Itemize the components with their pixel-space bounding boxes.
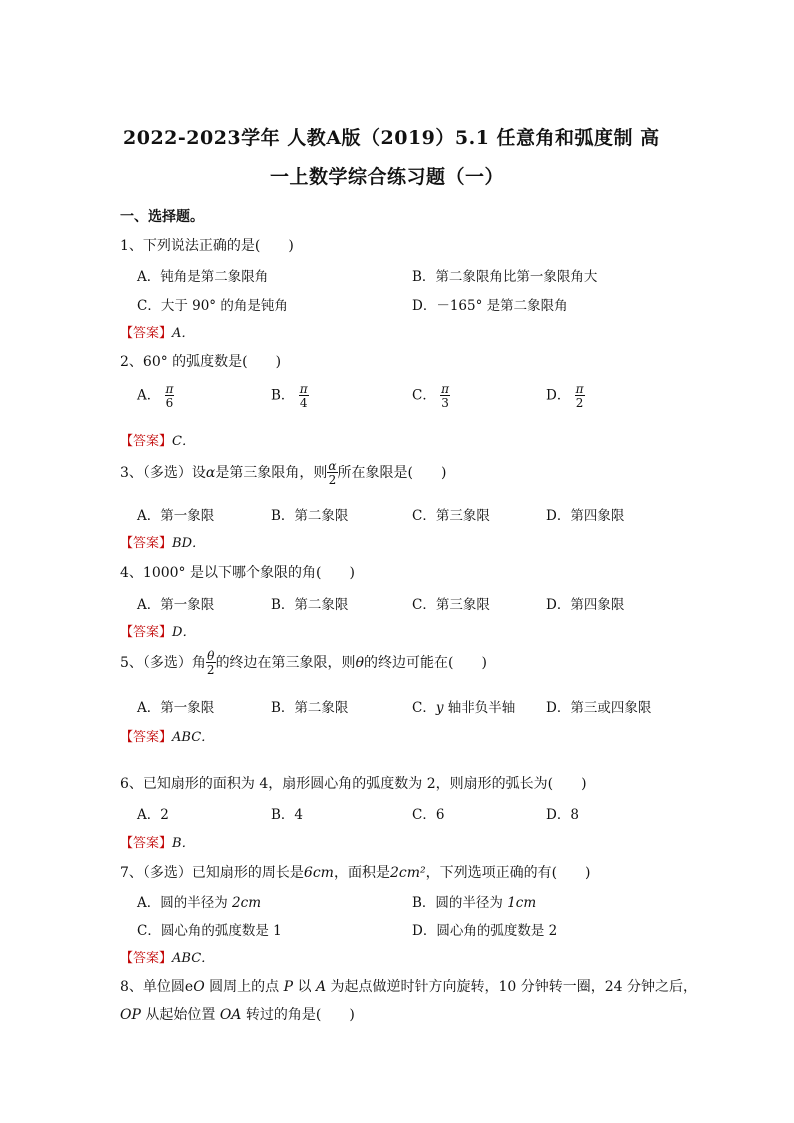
q6-option-a: A．2 bbox=[137, 807, 169, 823]
q1-option-a: A．钝角是第二象限角 bbox=[137, 269, 269, 285]
q6-answer bbox=[120, 832, 195, 851]
answer-label: 【答案】 bbox=[120, 951, 173, 966]
q5-text-mid: 的终边在第三象限，则 bbox=[215, 655, 356, 671]
q5-option-c bbox=[412, 696, 515, 716]
q5-option-b: B．第二象限 bbox=[271, 700, 349, 716]
q5-text-pre: 5、（多选）角 bbox=[120, 655, 206, 671]
q3-text-mid: 是第三象限角，则 bbox=[215, 465, 328, 481]
option-label: A． bbox=[137, 387, 161, 404]
q1-answer bbox=[120, 322, 194, 341]
q5-stem bbox=[120, 650, 487, 676]
q2-stem bbox=[120, 351, 281, 371]
q7-stem bbox=[120, 862, 591, 882]
fraction-numerator: π bbox=[165, 382, 174, 396]
q8-stem-line2 bbox=[120, 1004, 355, 1024]
answer-label: 【答案】 bbox=[120, 326, 173, 341]
page-title-line1: 2022-2023学年 人教A版（2019）5.1 任意角和弧度制 高 bbox=[123, 127, 660, 149]
q7-option-b bbox=[412, 891, 536, 911]
q3-answer bbox=[120, 532, 205, 551]
fraction bbox=[440, 383, 450, 409]
answer-label: 【答案】 bbox=[120, 836, 173, 851]
option-label: C． bbox=[412, 387, 436, 404]
q1-option-b: B．第二象限角比第一象限角大 bbox=[412, 269, 598, 285]
fraction-denominator: 2 bbox=[206, 663, 215, 677]
q3-option-d: D．第四象限 bbox=[546, 508, 625, 524]
option-label: C． bbox=[412, 700, 436, 716]
q3-option-c: C．第三象限 bbox=[412, 508, 490, 524]
q2-option-d bbox=[546, 383, 585, 409]
q8-symbol: e bbox=[184, 979, 194, 995]
q8-text: 为起点做逆时针方向旋转，10 分钟转一圈，24 分钟之后， bbox=[326, 979, 698, 995]
q8-variable: O bbox=[193, 979, 205, 995]
q1-option-d: D．－165° 是第二象限角 bbox=[412, 298, 568, 314]
q3-text-pre: 3、（多选）设 bbox=[120, 465, 206, 481]
q7-option-c: C．圆心角的弧度数是 1 bbox=[137, 923, 282, 939]
q2-text: 60° 的弧度数是( ) bbox=[142, 354, 282, 370]
fraction-numerator: θ bbox=[207, 649, 215, 663]
answer-value: D． bbox=[172, 625, 196, 640]
fraction bbox=[575, 383, 585, 409]
fraction-numerator: α bbox=[328, 459, 337, 473]
q4-option-c: C．第三象限 bbox=[412, 597, 490, 613]
q2-answer bbox=[120, 430, 195, 449]
q5-text-post: 的终边可能在( ) bbox=[364, 655, 487, 671]
answer-value: ABC． bbox=[172, 951, 215, 966]
answer-value: A． bbox=[172, 326, 195, 341]
answer-label: 【答案】 bbox=[120, 625, 173, 640]
q4-option-d: D．第四象限 bbox=[546, 597, 625, 613]
q7-answer bbox=[120, 947, 214, 966]
q6-stem: 6、已知扇形的面积为 4，扇形圆心角的弧度数为 2，则扇形的弧长为( ) bbox=[120, 776, 587, 792]
fraction-numerator: π bbox=[575, 382, 584, 396]
answer-value: B． bbox=[172, 836, 195, 851]
q3-text-post: 所在象限是( ) bbox=[337, 465, 447, 481]
q4-number: 4、 bbox=[120, 565, 143, 581]
page-title-line2: 一上数学综合练习题（一） bbox=[270, 166, 505, 188]
q5-variable: θ bbox=[355, 655, 364, 671]
q8-variable: OA bbox=[219, 1007, 242, 1023]
answer-label: 【答案】 bbox=[120, 536, 173, 551]
fraction-denominator: 2 bbox=[575, 396, 584, 410]
q4-option-b: B．第二象限 bbox=[271, 597, 349, 613]
q3-variable: α bbox=[205, 465, 216, 481]
q4-option-a: A．第一象限 bbox=[137, 597, 215, 613]
answer-value: BD． bbox=[172, 536, 205, 551]
q8-variable: P bbox=[283, 979, 294, 995]
q8-text: 圆周上的点 bbox=[204, 979, 284, 995]
q8-variable: OP bbox=[120, 1007, 141, 1023]
q4-text: 1000° 是以下哪个象限的角( ) bbox=[142, 565, 355, 581]
q7-option-a bbox=[137, 891, 261, 911]
q7-area: 2cm² bbox=[389, 865, 426, 881]
fraction bbox=[165, 383, 175, 409]
q5-option-a: A．第一象限 bbox=[137, 700, 215, 716]
fraction-denominator: 6 bbox=[165, 396, 174, 410]
fraction-numerator: π bbox=[441, 382, 450, 396]
q8-text: 转过的角是( ) bbox=[241, 1007, 355, 1023]
q6-option-c: C．6 bbox=[412, 807, 445, 823]
q3-stem bbox=[120, 460, 446, 486]
q1-option-c: C．大于 90° 的角是钝角 bbox=[137, 298, 288, 314]
q7-perimeter: 6cm bbox=[303, 865, 334, 881]
q7-text-mid: ，面积是 bbox=[333, 865, 390, 881]
option-label: D． bbox=[546, 387, 571, 404]
q6-option-b: B．4 bbox=[271, 807, 304, 823]
q6-option-d: D．8 bbox=[546, 807, 579, 823]
q7-text-post: ，下列选项正确的有( ) bbox=[425, 865, 591, 881]
q4-stem bbox=[120, 562, 355, 582]
q2-option-a bbox=[137, 383, 174, 409]
answer-label: 【答案】 bbox=[120, 730, 173, 745]
q3-option-b: B．第二象限 bbox=[271, 508, 349, 524]
fraction-denominator: 2 bbox=[328, 473, 337, 487]
q8-variable: A bbox=[315, 979, 327, 995]
q2-number: 2、 bbox=[120, 354, 143, 370]
fraction-numerator: π bbox=[299, 382, 308, 396]
fraction bbox=[327, 460, 337, 486]
q8-stem-line1 bbox=[120, 976, 697, 996]
q7-option-d: D．圆心角的弧度数是 2 bbox=[412, 923, 558, 939]
q2-option-b bbox=[271, 383, 309, 409]
fraction bbox=[206, 650, 216, 676]
option-text: 轴非负半轴 bbox=[443, 700, 516, 716]
option-text: B．圆的半径为 bbox=[412, 895, 508, 911]
q8-text: 8、单位圆 bbox=[120, 979, 185, 995]
q5-answer bbox=[120, 726, 214, 745]
fraction bbox=[299, 383, 309, 409]
section-heading: 一、选择题。 bbox=[120, 209, 204, 225]
q3-option-a: A．第一象限 bbox=[137, 508, 215, 524]
q8-text: 以 bbox=[293, 979, 316, 995]
q5-option-d: D．第三或四象限 bbox=[546, 700, 652, 716]
q7-text-pre: 7、（多选）已知扇形的周长是 bbox=[120, 865, 304, 881]
option-variable: y bbox=[435, 700, 444, 716]
option-value: 2cm bbox=[232, 895, 261, 911]
answer-value: ABC． bbox=[172, 730, 215, 745]
q8-text: 从起始位置 bbox=[140, 1007, 220, 1023]
answer-label: 【答案】 bbox=[120, 434, 173, 449]
q1-stem: 1、下列说法正确的是( ) bbox=[120, 238, 294, 254]
option-value: 1cm bbox=[507, 895, 537, 911]
fraction-denominator: 4 bbox=[299, 396, 308, 410]
option-label: B． bbox=[271, 387, 295, 404]
option-text: A．圆的半径为 bbox=[137, 895, 233, 911]
q2-option-c bbox=[412, 383, 450, 409]
answer-value: C． bbox=[172, 434, 195, 449]
fraction-denominator: 3 bbox=[441, 396, 449, 410]
q4-answer bbox=[120, 621, 195, 640]
